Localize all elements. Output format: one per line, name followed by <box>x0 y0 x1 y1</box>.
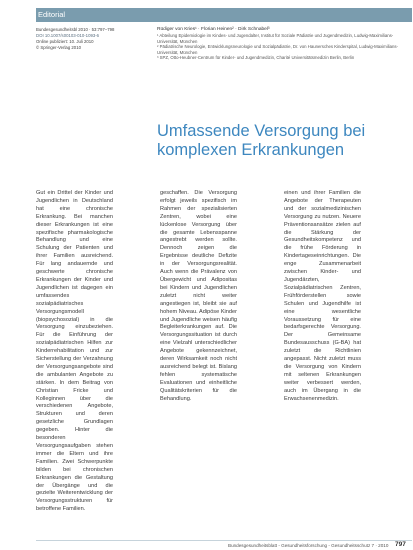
meta-line-copyright: © Springer-Verlag 2010 <box>36 45 81 50</box>
author-block <box>157 27 407 61</box>
column-3-text: einen und ihrer Familien die Angebote der Therapeuten und der sozialmedizinischen Versorgung zu nutzen. Neuere Präventionsansätze zielen auf die Stärkung der Gesundheitskompetenz und die frühe Förderung in Kindertageseinrichtungen. Die enge Zusammenarbeit zwischen Kinder- und Jugendärzten, Sozialpädiatrischen Zentren, Frühförderstellen sowie Schulen und Jugendhilfe ist eine wesentliche Voraussetzung für eine bedarfsgerechte Versorgung. Der Gemeinsame Bundesausschuss (G-BA) hat zuletzt die Richtlinien angepasst. Nicht zuletzt muss die Versorgung von Kindern mit seltenen Erkrankungen weiter verbessert werden, auch im Übergang in die Erwachsenenmedizin. <box>284 190 361 402</box>
affiliation-1: ¹ Abteilung Epidemiologie im Kindes- und Jugendalter, Institut für Soziale Pädiatrie und Jugendmedizin, Ludwig-Maximilians-Universität, München <box>157 33 394 44</box>
body-column-3 <box>284 190 361 403</box>
column-2-text: geschaffen. Die Versorgung erfolgt jeweils spezifisch im Rahmen der spezialisierten Zentren, wobei eine lückenlose Versorgung über die gesamte Lebensspanne angestrebt werden sollte. Dennoch zeigen die Ergebnisse deutliche Defizite in der Versorgungsrealität. Auch wenn die Prävalenz von Übergewicht und Adipositas bei Kindern und Jugendlichen zuletzt nicht weiter angestiegen ist, bleibt sie auf hohem Niveau. Adipöse Kinder und Jugendliche weisen häufig Begleiterkrankungen auf. Die Versorgungssituation ist durch eine Vielzahl unterschiedlicher Angebote gekennzeichnet, deren Wirksamkeit noch nicht ausreichend belegt ist. Bislang fehlen systematische Evaluationen und einheitliche Qualitätskriterien für die Behandlung. <box>160 190 237 402</box>
footer-journal: Bundesgesundheitsblatt - Gesundheitsforschung - Gesundheitsschutz 7 · 2010 <box>228 543 389 548</box>
meta-line-citation: Bundesgesundheitsbl 2010 · 53:797–798 <box>36 27 115 32</box>
affiliation-3: ³ SPZ, Otto-Heubner-Centrum für Kinder- und Jugendmedizin, Charité Universitätsmedizin Berlin, Berlin <box>157 55 355 61</box>
footer-divider <box>36 540 412 541</box>
article-meta <box>36 27 156 51</box>
meta-line-published: Online publiziert: 10. Juli 2010 <box>36 39 94 44</box>
section-header-bar <box>36 8 412 22</box>
body-column-1 <box>36 190 113 514</box>
page-number: 797 <box>395 541 406 548</box>
column-1-text: Gut ein Drittel der Kinder und Jugendlichen in Deutschland hat eine chronische Erkrankung. Bei manchen dieser Erkrankungen ist eine spezifische pharmakologische Behandlung und eine Schulung der Patienten und ihrer Familien ausreichend. Für lang andauernde und geschwerte chronische Erkrankungen der Kinder und Jugendlichen ist dagegen ein umfassendes sozialpädiatrisches Versorgungsmodell (biopsychosozial) in die Versorgung einzubeziehen. Für die Einführung der sozialpädiatrischen Hilfen zur Kinderrehabilitation und zur Sicherstellung der Verzahnung der Versorgungsangebote sind die ambulanten Angebote zu stärken. In dem Beitrag von Christian Fricke und Kolleginnen über die verschiedenen Angebote, Strukturen und deren gesetzliche Grundlagen gegeben. Hinter die besonderen Versorgungsaufgaben stehen immer die Eltern und ihre Familien. Zwei Schwerpunkte bilden bei chronischen Erkrankungen die Gestaltung der Übergänge und die gezielte Weiterentwicklung der Versorgungsstrukturen für betroffene Familien. <box>36 190 113 513</box>
author-names: Rüdiger von Kries¹ · Florian Heinen² · Dirk Schnabel³ <box>157 27 270 32</box>
affiliation-2: ² Pädiatrische Neurologie, Entwicklungsneurologie und Sozialpädiatrie, Dr. von Haunersches Kinderspital, Ludwig-Maximilians-Universität, München <box>157 44 398 55</box>
section-label: Editorial <box>38 10 66 19</box>
meta-line-doi[interactable]: DOI 10.1007/s00103-010-1093-6 <box>36 33 100 38</box>
article-title: Umfassende Versorgung bei komplexen Erkrankungen <box>157 122 366 159</box>
body-column-2 <box>160 190 237 403</box>
